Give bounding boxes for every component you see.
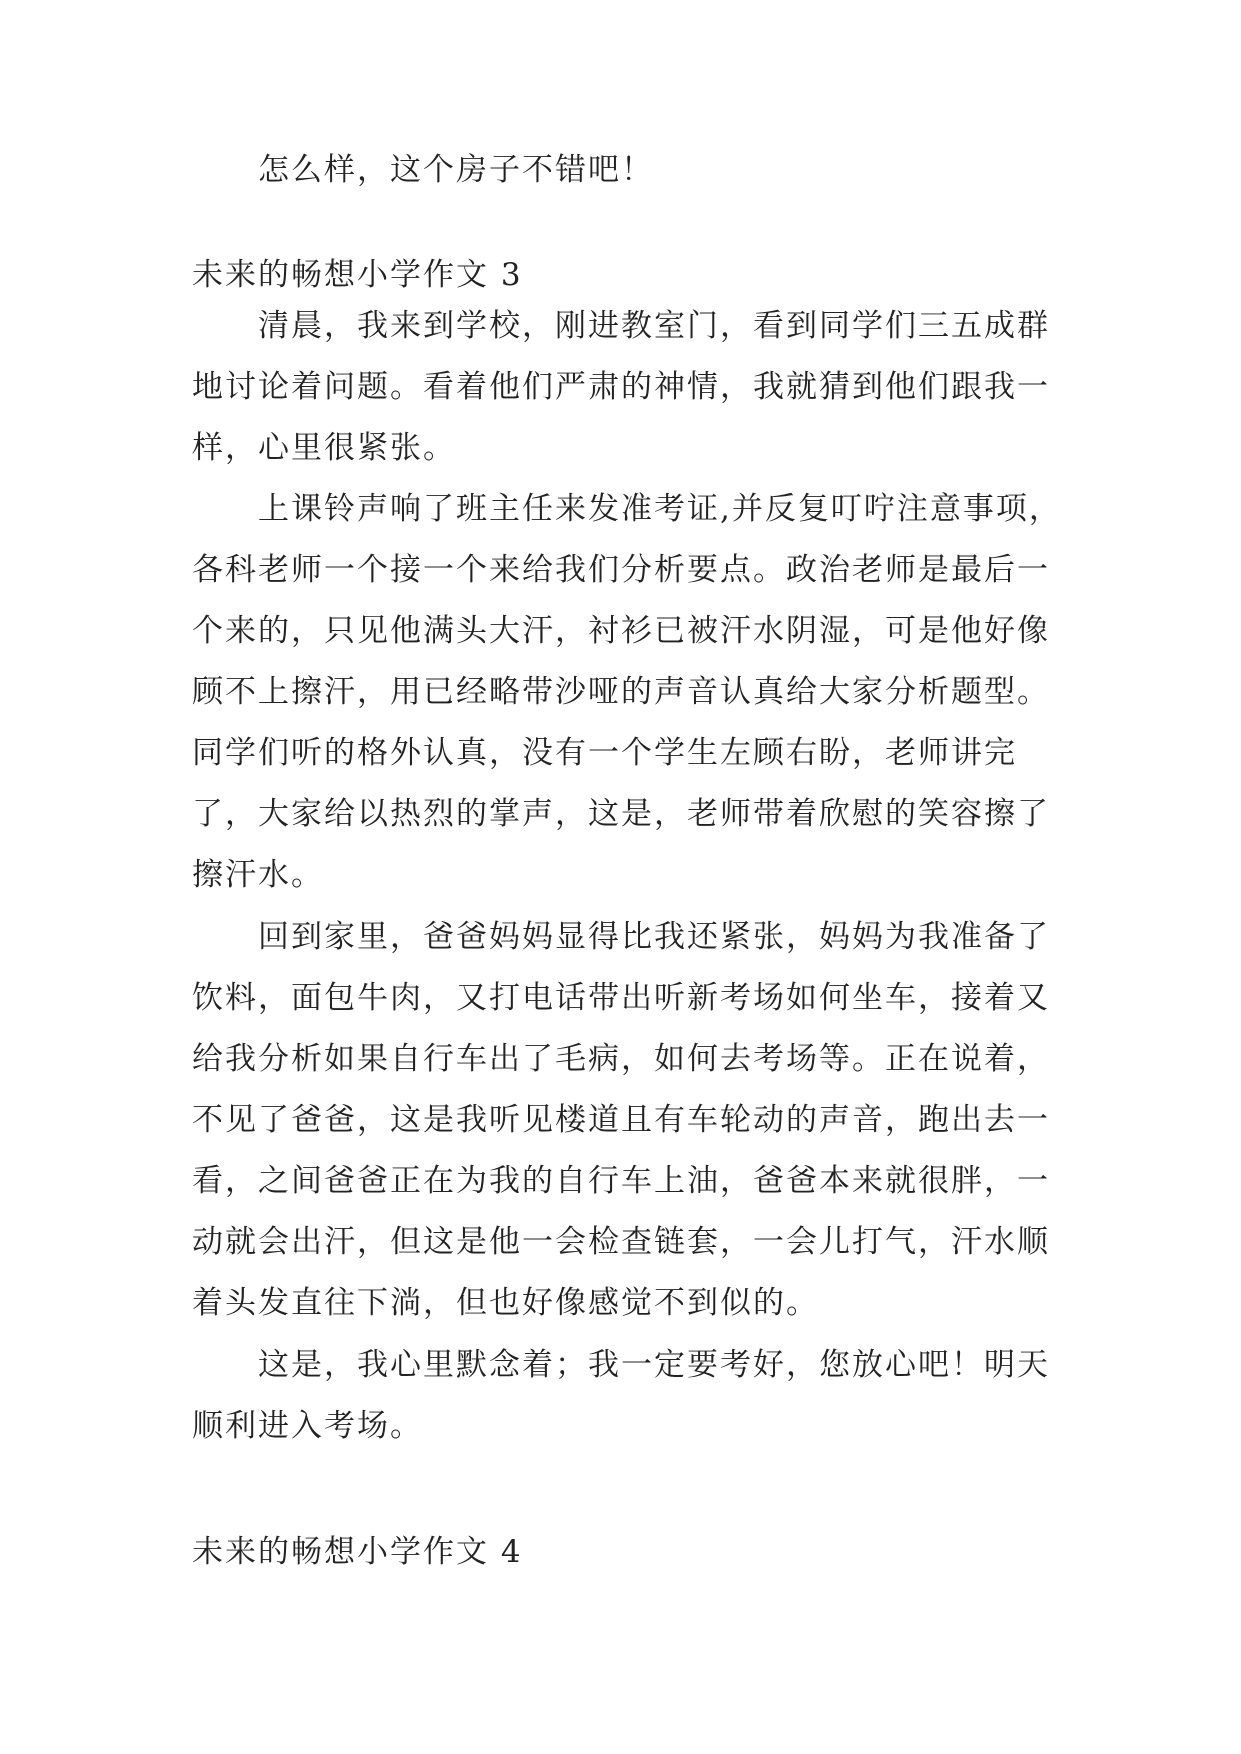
intro-paragraph: 怎么样，这个房子不错吧！ — [258, 152, 654, 188]
section-3-paragraph-1: 清晨，我来到学校，刚进教室门，看到同学们三五成群地讨论着问题。看着他们严肃的神情，我就猜到他们跟我一样，心里很紧张。 — [192, 308, 1050, 466]
section-3-title: 未来的畅想小学作文 3 — [192, 257, 523, 293]
section-4-title: 未来的畅想小学作文 4 — [192, 1534, 523, 1570]
section-3-paragraph-4: 这是，我心里默念着；我一定要考好，您放心吧！明天顺利进入考场。 — [192, 1347, 1050, 1444]
section-3-paragraph-3: 回到家里，爸爸妈妈显得比我还紧张，妈妈为我准备了饮料，面包牛肉，又打电话带出听新考场如何坐车，接着又给我分析如果自行车出了毛病，如何去考场等。正在说着，不见了爸爸，这是我听见楼道且有车轮动的声音，跑出去一看，之间爸爸正在为我的自行车上油，爸爸本来就很胖，一动就会出汗，但这是他一会检查链套，一会儿打气，汗水顺着头发直往下淌，但也好像感觉不到似的。 — [192, 919, 1050, 1321]
section-3-paragraph-2: 上课铃声响了班主任来发准考证,并反复叮咛注意事项，各科老师一个接一个来给我们分析要点。政治老师是最后一个来的，只见他满头大汗，衬衫已被汗水阴湿，可是他好像顾不上擦汗，用已经略带沙哑的声音认真给大家分析题型。同学们听的格外认真，没有一个学生左顾右盼，老师讲完了，大家给以热烈的掌声，这是，老师带着欣慰的笑容擦了擦汗水。 — [192, 491, 1062, 893]
